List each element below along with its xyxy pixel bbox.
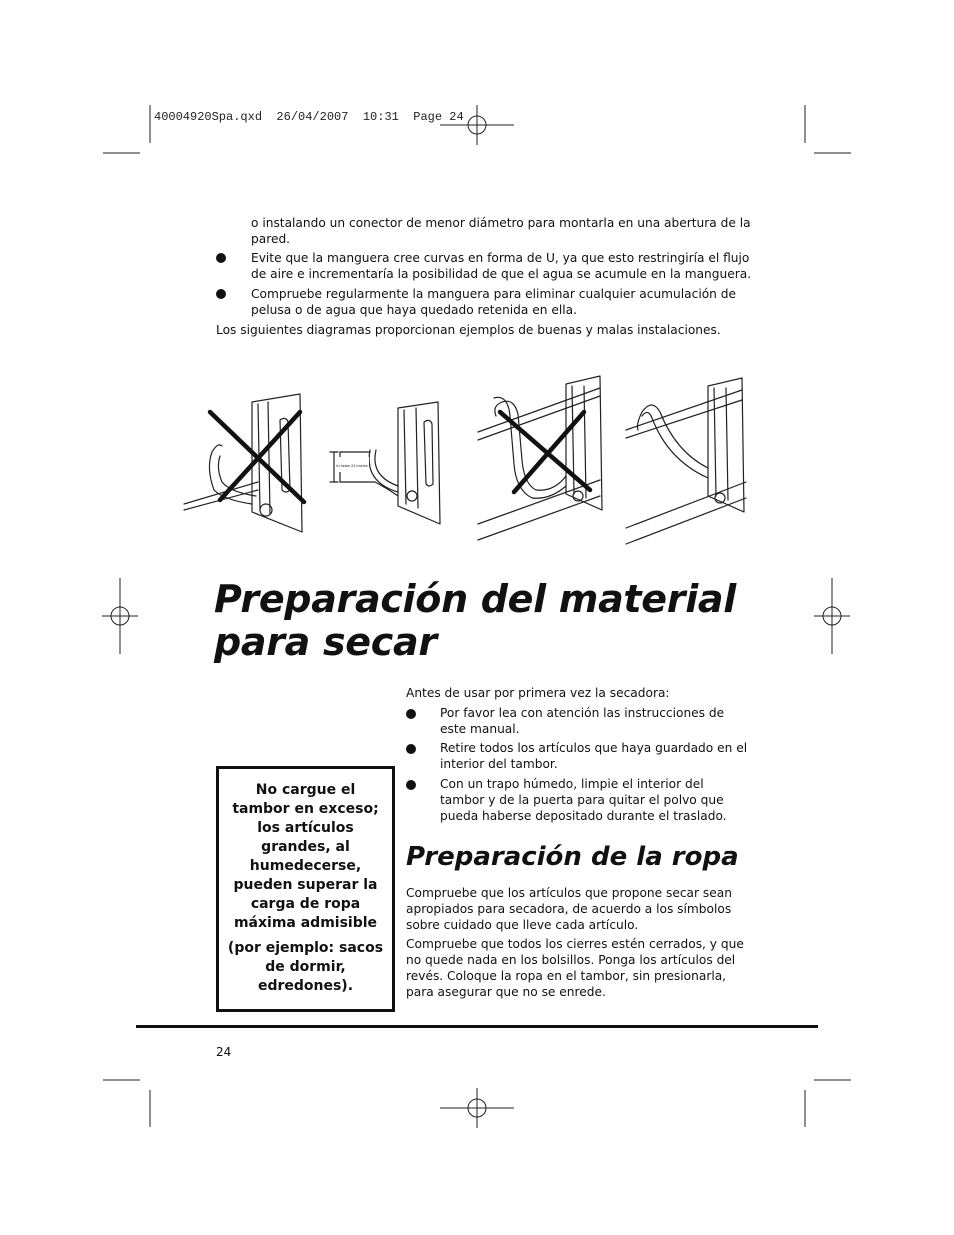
intro-continued-line1: o instalando un conector de menor diámetro para montarla en una abertura de la [251, 216, 751, 230]
warning-line: No cargue el [255, 782, 356, 798]
bullet-dot [216, 289, 226, 299]
intro-bullet-1-line2: de aire e incrementaría la posibilidad de que el agua se acumule en la manguera. [251, 267, 752, 281]
warning-example-line: edredones). [257, 978, 354, 994]
warning-line: pueden superar la [233, 877, 378, 893]
height-label: In beam 24 Inches [336, 464, 368, 468]
before-use-bullet-3-line1: Con un trapo húmedo, limpie el interior del [440, 777, 704, 791]
warning-line: los artículos [257, 820, 354, 836]
warning-box [216, 766, 395, 1012]
before-use-bullet-1-line2: este manual. [440, 722, 520, 736]
diagram-1-cross-icon [210, 412, 304, 502]
page-number: 24 [216, 1045, 232, 1059]
intro-continued-line2: pared. [251, 232, 291, 246]
warning-line: grandes, al [261, 839, 350, 855]
intro-bullet-2-line2: pelusa o de agua que haya quedado retenida en ella. [251, 303, 577, 317]
diagram-height-limit [330, 402, 440, 524]
bullet-dot [406, 780, 416, 790]
before-use-bullet-3-line3: pueda haberse depositado durante el traslado. [440, 809, 727, 823]
clothes-para2-line1: Compruebe que todos los cierres estén cerrados, y que [406, 937, 744, 951]
bullet-dot [216, 253, 226, 263]
warning-line: tambor en exceso; [232, 801, 379, 817]
page-title-line2: para secar [214, 620, 437, 664]
clothes-para1-line1: Compruebe que los artículos que propone secar sean [406, 886, 732, 900]
before-use-bullet-3-line2: tambor y de la puerta para quitar el polvo que [440, 793, 724, 807]
warning-example-line: de dormir, [265, 959, 346, 975]
bullet-dot [406, 709, 416, 719]
before-use-lead: Antes de usar por primera vez la secadora: [406, 686, 670, 700]
clothes-para2-line4: para asegurar que no se enrede. [406, 985, 606, 999]
before-use-bullet-1-line1: Por favor lea con atención las instrucciones de [440, 706, 725, 720]
clothes-para2-line3: revés. Coloque la ropa en el tambor, sin presionarla, [406, 969, 727, 983]
bullet-dot [406, 744, 416, 754]
warning-line: humedecerse, [249, 858, 362, 874]
page-title [214, 578, 736, 664]
warning-example-line: (por ejemplo: sacos [227, 940, 384, 956]
page-title-line1: Preparación del material [214, 577, 736, 621]
installation-diagrams [180, 372, 760, 550]
diagram-bad-window-loop [478, 376, 602, 540]
diagram-bad-u-bend [184, 394, 302, 532]
before-use-bullet-2-line2: interior del tambor. [440, 757, 558, 771]
file-slug: 40004920Spa.qxd 26/04/2007 10:31 Page 24 [154, 110, 464, 124]
warning-line: carga de ropa [250, 896, 361, 912]
intro-bullet-1-line1: Evite que la manguera cree curvas en forma de U, ya que esto restringiría el flujo [251, 251, 750, 265]
warning-line: máxima admisible [233, 915, 378, 931]
clothes-para2-line2: no quede nada en los bolsillos. Ponga los artículos del [406, 953, 736, 967]
intro-bullet-2-line1: Compruebe regularmente la manguera para eliminar cualquier acumulación de [251, 287, 737, 301]
footer-rule [136, 1025, 818, 1028]
diagram-good-window [626, 378, 746, 544]
before-use-bullet-2-line1: Retire todos los artículos que haya guardado en el [440, 741, 748, 755]
clothes-heading: Preparación de la ropa [406, 842, 739, 872]
diagrams-note: Los siguientes diagramas proporcionan ejemplos de buenas y malas instalaciones. [216, 323, 721, 337]
clothes-para1-line3: sobre cuidado que lleve cada artículo. [406, 918, 639, 932]
clothes-para1-line2: apropiados para secadora, de acuerdo a los símbolos [406, 902, 732, 916]
